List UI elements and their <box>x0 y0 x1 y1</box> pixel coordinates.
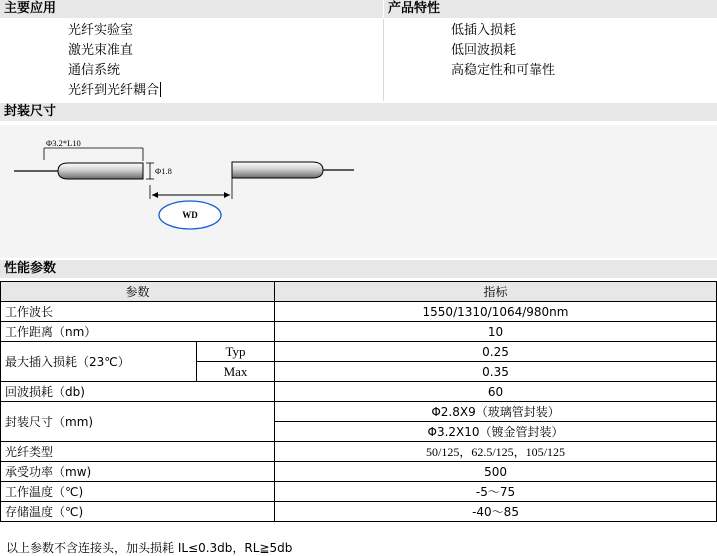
list-item: 通信系统 <box>68 63 121 78</box>
row-value: -5～75 <box>275 482 717 502</box>
row-label: 工作距离（nm） <box>1 322 275 342</box>
table-row <box>1 502 717 522</box>
length-label: Φ3.2*L10 <box>46 138 81 148</box>
table-row <box>1 322 717 342</box>
text-cursor <box>160 82 161 97</box>
row-value: 500 <box>275 462 717 482</box>
row-label: 工作温度（℃) <box>1 482 275 502</box>
wd-label: WD <box>182 210 198 220</box>
row-label: 工作波长 <box>1 302 275 322</box>
sub-label-typ: Typ <box>197 342 275 362</box>
table-row <box>1 342 717 362</box>
table-row <box>1 302 717 322</box>
list-item: 高稳定性和可靠性 <box>451 63 556 78</box>
performance-header: 性能参数 <box>0 260 717 278</box>
row-value: 1550/1310/1064/980nm <box>275 302 717 322</box>
list-item-text: 光纤到光纤耦合 <box>68 83 160 98</box>
row-value: Φ3.2X10（镀金管封装） <box>275 422 717 442</box>
applications-list <box>0 19 384 101</box>
row-value: 60 <box>275 382 717 402</box>
sub-label-max: Max <box>197 362 275 382</box>
applications-header: 主要应用 <box>0 0 383 18</box>
list-item: 低回波损耗 <box>451 43 517 58</box>
row-label: 最大插入损耗（23℃） <box>1 342 197 382</box>
list-item: 低插入损耗 <box>451 23 517 38</box>
right-collimator <box>232 162 323 178</box>
row-label: 存储温度（℃) <box>1 502 275 522</box>
row-label: 承受功率（mw) <box>1 462 275 482</box>
table-row <box>1 382 717 402</box>
arrow-head <box>224 192 230 198</box>
left-collimator <box>58 163 143 179</box>
row-value: Φ2.8X9（玻璃管封装） <box>275 402 717 422</box>
table-row <box>1 462 717 482</box>
list-item: 光纤实验室 <box>68 23 134 38</box>
list-item <box>68 81 161 101</box>
row-value: -40～85 <box>275 502 717 522</box>
footnote: 以上参数不含连接头，加头损耗 IL≤0.3db，RL≧5db <box>6 541 293 555</box>
row-label: 回波损耗（db) <box>1 382 275 402</box>
table-header-param: 参数 <box>1 282 275 302</box>
row-value: 50/125，62.5/125，105/125 <box>275 442 717 462</box>
table-row <box>1 482 717 502</box>
row-value: 10 <box>275 322 717 342</box>
list-item: 激光束准直 <box>68 43 134 58</box>
row-value: 0.25 <box>275 342 717 362</box>
performance-table <box>0 281 717 522</box>
features-header: 产品特性 <box>384 0 717 18</box>
table-row <box>1 442 717 462</box>
package-header: 封装尺寸 <box>0 103 717 121</box>
row-label: 封装尺寸（mm) <box>1 402 275 442</box>
table-header-spec: 指标 <box>275 282 717 302</box>
table-row <box>1 402 717 422</box>
row-value: 0.35 <box>275 362 717 382</box>
package-diagram <box>0 125 717 258</box>
features-list <box>384 19 717 101</box>
arrow-head <box>152 192 158 198</box>
diagram-drawing <box>0 125 717 258</box>
diameter-label: Φ1.8 <box>155 166 172 176</box>
table-row <box>1 282 717 302</box>
row-label: 光纤类型 <box>1 442 275 462</box>
